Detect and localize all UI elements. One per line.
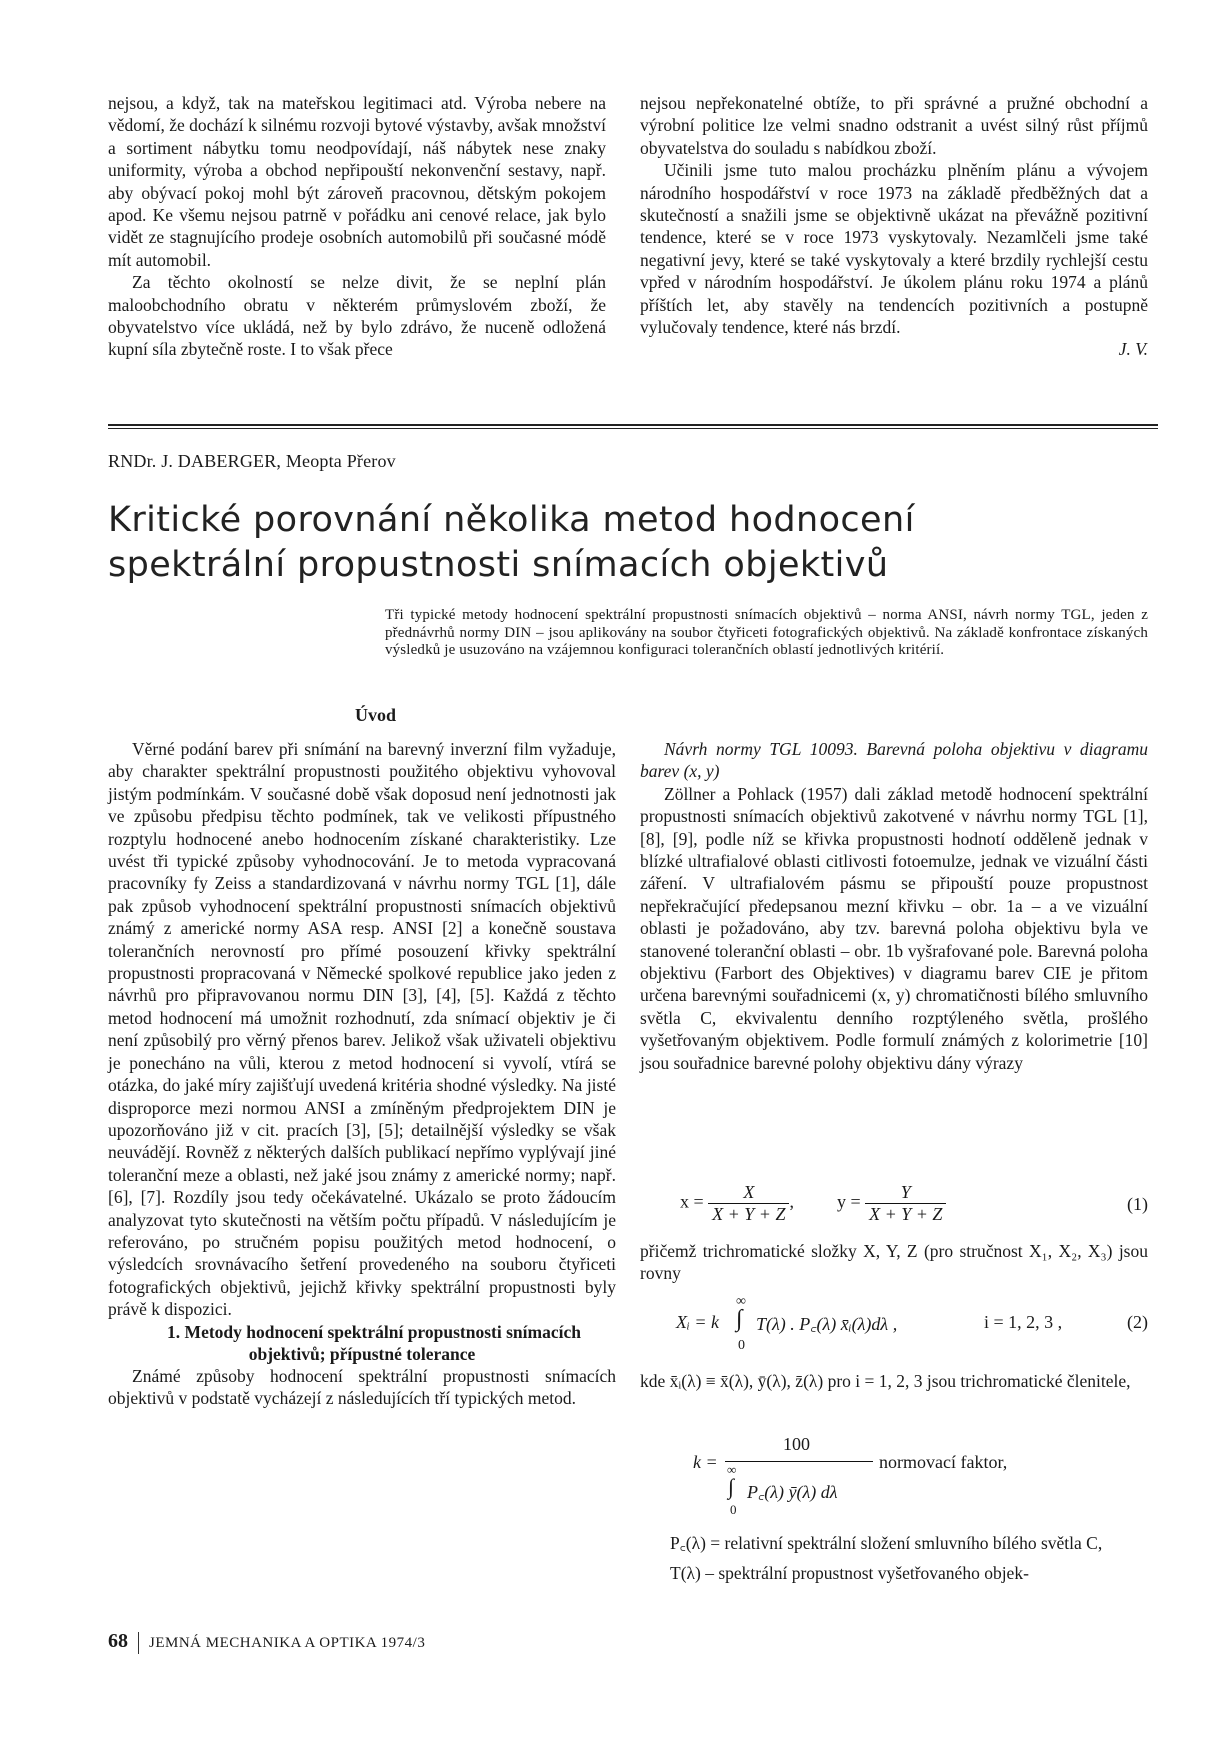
trichromatic-paragraph: přičemž trichromatické složky X, Y, Z (pro stručnost X₁, X₂, X₃) jsou rovny [640,1241,1148,1284]
eq1-x-numerator: X [743,1182,755,1202]
eq1-x-lhs: x = [680,1191,704,1212]
eq3-denominator: P꜀(λ) ȳ(λ) dλ [747,1482,838,1502]
eq1-separator: , [789,1191,794,1212]
eq3-integral: ∫ [728,1474,735,1499]
author-line: RNDr. J. DABERGER, Meopta Přerov [108,451,396,471]
equation-2 [676,1294,1148,1354]
eq3-numerator: 100 [783,1434,810,1454]
eq1-y-lhs: y = [836,1191,861,1212]
divider-thick [108,424,1158,426]
tgl-paragraph: Zöllner a Pohlack (1957) dali základ metodě hodnocení spektrální propustnosti snímacích objektivů zakotvené v návrhu normy TGL [1], [8], [9], podle níž se křivka propustnosti hodnotí odděleně jednak v blízké ultrafialové oblasti citlivosti fotoemulze, jednak ve vizuální části záření. V ultrafialovém pásmu se připouští pouze propustnost nepřekračující předepsanou mezní křivku – obr. 1a – a ve vizuální oblasti je požadováno, aby tzv. barevná poloha objektivu byla ve stanovené toleranční oblasti – obr. 1b vyšrafované pole. Barevná poloha objektivu (Farbort des Objektives) v diagramu barev CIE je přitom určena barevnými souřadnicemi (x, y) chromatičnosti bílého smluvního světla C, ekvivalentu denního rozptýleného světla, prošlého vyšetřovaným objektivem. Podle formulí známých z kolorimetrie [10] jsou souřadnice barevné polohy objektivu dány výrazy [640,783,1148,1073]
eq1-x-fraction [708,1182,789,1225]
eq2-range: i = 1, 2, 3 , [984,1312,1063,1332]
equation-1 [680,1182,1148,1225]
footer-separator [138,1632,139,1654]
top-left-paragraph-2: Za těchto okolností se nelze divit, že se neplní plán maloobchodního obratu v některém průmyslovém zboží, že obyvatelstvo více ukládá, než by bylo zdrávo, že nuceně odložená kupní síla zbytečně roste. I to však přece [108,272,606,360]
color-matching-paragraph: kde x̄ᵢ(λ) ≡ x̄(λ), ȳ(λ), z̄(λ) pro i = 1, 2, 3 jsou trichromatické členitele, [640,1371,1131,1391]
eq2-upper-limit: ∞ [736,1294,746,1309]
eq1-y-denominator: X + Y + Z [865,1203,946,1225]
eq2-lhs: Xᵢ = k [676,1312,719,1332]
page-footer [108,1630,425,1654]
eq1-number: (1) [1127,1194,1148,1214]
t-definition: T(λ) – spektrální propustnost vyšetřovaného objek- [670,1563,1029,1584]
title-line-2: spektrální propustnosti snímacích objektivů [108,545,889,585]
abstract: Tři typické metody hodnocení spektrální propustnosti snímacích objektivů – norma ANSI, návrh normy TGL, jeden z přednávrhů normy DIN – jsou aplikovány na soubor čtyřiceti fotografických objektivů. Na základě konfrontace získaných výsledků je usuzováno na vzájemnou konfiguraci tolerančních oblastí jednotlivých kritérií. [385,607,1148,658]
eq3-fraction-line [725,1461,873,1462]
eq2-lower-limit: 0 [738,1338,745,1353]
top-right-column [640,92,1148,361]
eq2-body: T(λ) . P꜀(λ) x̄ᵢ(λ)dλ , [756,1314,898,1334]
article-title [108,498,1148,588]
article-left-column [108,738,616,1409]
eq3-lower-limit: 0 [730,1502,737,1517]
subsection-heading-tgl: Návrh normy TGL 10093. Barevná poloha objektivu v diagramu barev (x, y) [640,739,1148,782]
right-paragraph-4-block [640,1532,1148,1585]
right-paragraph-3-block [640,1370,1148,1392]
page-number: 68 [108,1630,128,1652]
pc-definition: P꜀(λ) = relativní spektrální složení smluvního bílého světla C, [670,1533,1103,1553]
equation-3 [693,1430,1148,1520]
eq2-integral: ∫ [736,1306,743,1332]
top-right-paragraph-1: nejsou nepřekonatelné obtíže, to při správné a pružné obchodní a výrobní politice lze velmi snadno odstranit a uvést silný růst příjmů obyvatelstva do souladu s nabídkou zboží. [640,93,1148,158]
top-right-paragraph-2: Učinili jsme tuto malou procházku plněním plánu a vývojem národního hospodářství v roce 1973 na základě předběžných dat a skutečností a snažili jsme se objektivně ukázat na převážně pozitivní tendence, které se v roce 1973 vyskytovaly. Nezamlčeli jsme také negativní jevy, které se také vyskytovaly a které brzdily rychlejší cestu vpřed v národním hospodářství. Je úkolem plánu roku 1974 a plánů příštích let, aby stavěly na tendencích pozitivních a postupně vylučovaly tendence, které nás brzdí. [640,160,1148,338]
methods-paragraph: Známé způsoby hodnocení spektrální propustnosti snímacích objektivů v podstatě vycházejí z následujících tří typických metod. [108,1365,616,1408]
journal-name: JEMNÁ MECHANIKA A OPTIKA 1974/3 [149,1635,426,1651]
right-paragraph-2-block [640,1240,1148,1285]
eq2-number: (2) [1127,1312,1148,1332]
title-line-1: Kritické porovnání několika metod hodnocení [108,500,915,540]
eq3-upper-limit: ∞ [727,1462,737,1477]
eq3-description: normovací faktor, [879,1452,1008,1472]
article-right-column [640,738,1148,1074]
eq1-y-fraction [865,1182,946,1225]
top-left-paragraph-1: nejsou, a když, tak na mateřskou legitimaci atd. Výroba nebere na vědomí, že dochází k silnému rozvoji bytové výstavby, avšak množství a sortiment nábytku tomu neodpovídají, náš nábytek nese znaky uniformity, výroba a obchod nepřipouští nekonvenční sestavy, např. aby obývací pokoj mohl být zároveň pracovnou, dětským pokojem apod. Ke všemu nejsou patrně v pořádku ani cenové relace, jak bylo vidět ze stagnujícího prodeje osobních automobilů při současné módě mít automobil. [108,93,606,270]
section-heading-uvod: Úvod [355,705,397,725]
top-left-column [108,92,606,361]
eq1-x-denominator: X + Y + Z [708,1203,789,1225]
eq3-lhs: k = [693,1452,718,1472]
eq1-y-numerator: Y [900,1182,911,1202]
intro-paragraph: Věrné podání barev při snímání na barevný inverzní film vyžaduje, aby charakter spektrální propustnosti použitého objektivu vyhovoval jistým podmínkám. V současné době však doposud není jednotnosti jak ve způsobu předpisu těchto podmínek, tak ve velikosti přípustného rozptylu hodnocené anebo hodnocením získané charakteristiky. Lze uvést tři typické způsoby vyhodnocování. Je to metoda vypracovaná pracovníky fy Zeiss a standardizovaná v návrhu normy TGL [1], dále pak způsob vyhodnocení spektrální propustnosti snímacích objektivů známý z americké normy ASA resp. ANSI [2] a konečně soustava tolerančních nerovností pro přímé posouzení křivky spektrální propustnosti propracovaná v Německé spolkové republice jako jeden z návrhů pro připravovanou normu DIN [3], [4], [5]. Každá z těchto metod hodnocení má umožnit rozhodnutí, zda snímací objektiv je či není způsobilý pro věrný přenos barev. Jelikož však uživateli objektivu je ponecháno na vůli, kterou z metod hodnocení si vyvolí, vtírá se otázka, do jaké míry zajišťují uvedená kritéria shodné výsledky. Na jisté disproporce mezi normou ANSI a zmíněným předprojektem DIN je upozorňováno již v cit. pracích [3], [5]; detailnější výsledky se však neuvádějí. Rovněž z některých dalších publikací nepřímo vyplývají jiné toleranční meze a oblasti, než jaké jsou známy z americké normy; např. [6], [7]. Rozdíly jsou tedy očekávatelné. Ukázalo se proto žádoucím analyzovat tyto skutečnosti na větším počtu případů. V následujícím je referováno, po stručném popisu použitých metod hodnocení, o výsledcích srovnávacího šetření provedeného na souboru čtyřiceti fotografických objektivů, jejichž křivky spektrální propustnosti byly právě k dispozici. [108,739,616,1320]
signature: J. V. [1118,339,1148,360]
section-heading-1: 1. Metody hodnocení spektrální propustnosti snímacích objektivů; přípustné tolerance [167,1321,581,1364]
divider-thin [108,428,1158,429]
